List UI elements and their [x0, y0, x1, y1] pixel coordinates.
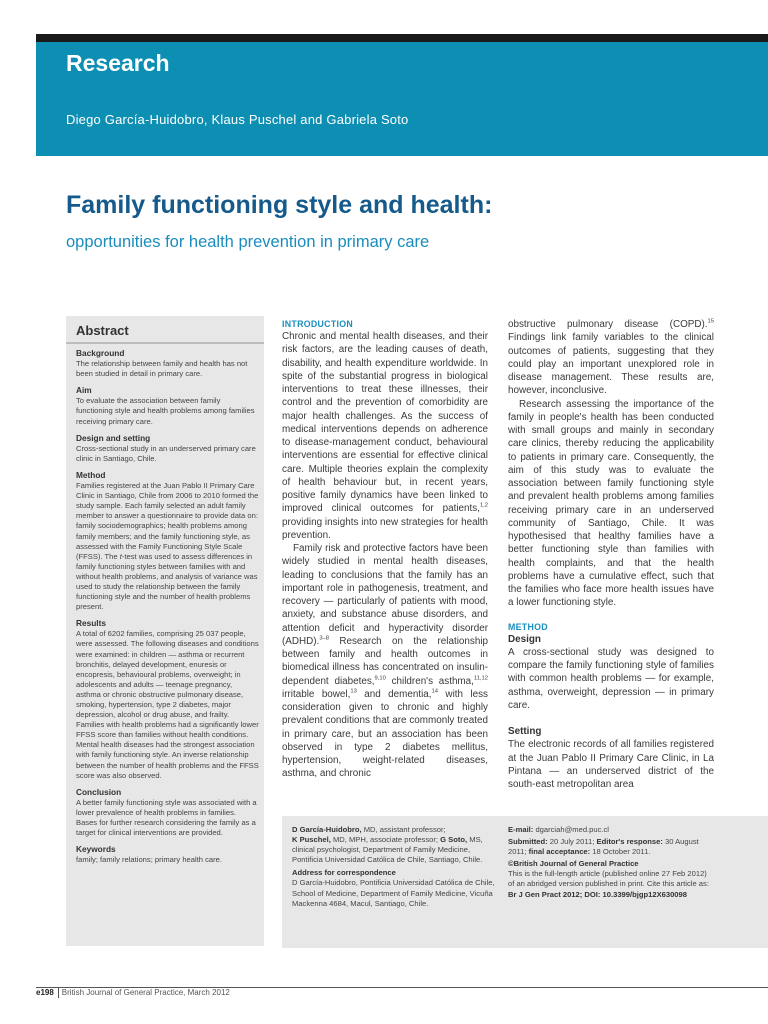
citation: 1,2 [479, 502, 488, 509]
citation: 3–8 [319, 635, 329, 642]
abstract-background-heading: Background [76, 348, 125, 358]
article-subtitle: opportunities for health prevention in primary care [66, 233, 430, 251]
abstract-divider [66, 342, 264, 344]
abstract-keywords [76, 844, 259, 865]
correspondence-address: D García-Huidobro, Pontificia Universidad Católica de Chile, School of Medicine, Department of Family Medicine, Vicuña Mackenna 4684, Macul, Santiago, Chile. [292, 878, 495, 908]
top-rule [36, 34, 768, 42]
author-affiliations [292, 825, 496, 909]
body-column-1 [282, 318, 488, 781]
abstract-aim-text: To evaluate the association between family functioning style and health problems among families receiving primary care. [76, 396, 255, 426]
abstract-design-heading: Design and setting [76, 432, 151, 443]
abstract-heading: Abstract [76, 323, 129, 338]
abstract-method-heading: Method [76, 469, 106, 480]
abstract-keywords-heading: Keywords [76, 844, 116, 855]
body-paragraph: The electronic records of all families registered at the Juan Pablo II Primary Care Clinic, in La Pintana — an underserved district of the south-east metropolitan area [508, 739, 714, 790]
correspondence-heading: Address for correspondence [292, 868, 396, 878]
abstract-conclusion [76, 787, 259, 838]
abstract-method-text [76, 481, 259, 612]
abstract-keywords-text: family; family relations; primary health care. [76, 855, 223, 865]
submission-dates: Submitted: 20 July 2011; Editor's response: 30 August 2011; final acceptance: 18 October 2011. [508, 837, 699, 857]
citation: 15 [707, 318, 714, 325]
method-text-a: Families registered at the Juan Pablo II Primary Care Clinic in Santiago, Chile from 2006 to 2010 formed the study sample. Each family selected an adult family member to answer a questionnaire to provide data on: family sociodemographics; health problems among family members; and the family functioning style, as assessed with the Family Functioning Style Scale (FFSS). The [76, 481, 259, 561]
abstract-conclusion-text: A better family functioning style was associated with a lower prevalence of health problems in families. Bases for further research considering the family as a target for clinical interventions are provided. [76, 797, 257, 838]
page-footer [36, 988, 230, 998]
page-number: e198 [36, 988, 59, 998]
abstract-aim [76, 385, 259, 426]
abstract-box [66, 316, 264, 946]
abstract-background [76, 348, 259, 379]
section-banner [36, 42, 768, 156]
abstract-results [76, 618, 259, 781]
setting-subheading: Setting [508, 726, 542, 737]
abstract-aim-heading: Aim [76, 385, 92, 396]
body-paragraph: Research assessing the importance of the family in people's health has been conducted with small groups and mainly in secondary care clinics, thereby reducing the applicability to patients in primary care. Consequently, the aim of this study was to evaluate the association between family functioning style and prevalent health problems among families receiving primary care in an underserved community of Santiago, Chile. It was hypothesised that healthy families have a better functioning style than families with health complaints, and that the health problems have a cumulative effect, such that the families who face more health issues have a lower functioning style. [508, 398, 714, 609]
copyright-line: ©British Journal of General Practice [508, 859, 639, 869]
abstract-design [76, 433, 259, 464]
body-paragraph: A cross-sectional study was designed to compare the family functioning style of families with common health problems — for example, asthma, overweight, depression — in primary care. [508, 646, 714, 711]
body-paragraph: obstructive pulmonary disease (COPD).$^{15}$ Findings link family variables to the clinical outcomes of patients, suggesting that they could play an important unexplored role in disease management. These results are, however, inconclusive. [508, 318, 714, 397]
body-paragraph: Family risk and protective factors have been widely studied in mental health diseases, leading to conclusions that the family has an important role in pathogenesis, treatment, and recovery — particularly of patients with mood, anxiety, and substance abuse disorders, and attention deficit and hyperactivity disorder (ADHD).$^{3-8}$ Research on the relationship between family and health outcomes in biomedical illness has concentrated on insulin-dependent diabetes,$^{9,10}$ children's asthma,$^{11,12}$ irritable bowel,$^{13}$ and dementia,$^{14}$ with less consideration given to chronic and highly prevalent conditions that are commonly treated in primary care, but an association has been observed in type 2 diabetes mellitus, hypertension, weight-related diseases, asthma, and chronic [282, 543, 488, 780]
design-subheading: Design [508, 633, 541, 645]
section-label: Research [66, 50, 170, 76]
abstract-background-text: The relationship between family and health has not been studied in detail in primary care. [76, 359, 248, 379]
method-heading: METHOD [508, 621, 548, 632]
article-title: Family functioning style and health: [66, 191, 493, 219]
email-line: E-mail: dgarciah@med.puc.cl [508, 825, 609, 834]
abstract-conclusion-heading: Conclusion [76, 786, 122, 797]
abstract-results-heading: Results [76, 618, 106, 629]
body-paragraph: Chronic and mental health diseases, and their risk factors, are the leading causes of death, disability, and health expenditure worldwide. In spite of the substantial progress in biological interventions to treat these illnesses, their control and the prevention of comorbidity are major health challenges. As the success of medical interventions depends on adherence to disease-management conduct, behavioural interventions are essential for effective clinical care. Multiple theories explain the complexity of health behaviour but, in recent years, positive family dynamics have been linked to improved clinical outcomes for patients,$^{1,2}$ providing insights into new strategies for health prevention. [282, 331, 488, 541]
citation: 13 [350, 688, 357, 695]
article-metadata [508, 825, 714, 900]
author-list: Diego García-Huidobro, Klaus Puschel and Gabriela Soto [66, 112, 409, 127]
abstract-body [76, 348, 259, 871]
method-text-t: t [119, 551, 122, 561]
citation: 11,12 [473, 675, 488, 682]
abstract-method [76, 470, 259, 612]
journal-name: British Journal of General Practice, March 2012 [61, 988, 230, 997]
citation: 14 [431, 688, 438, 695]
abstract-results-text: A total of 6202 families, comprising 25 037 people, were assessed. The following diseases and conditions were examined: in children — asthma or recurrent bronchitis, delayed development, enuresis or encopresis, behavioural problems, overweight; in adolescents and adults — teenage pregnancy, asthma or chronic obstructive pulmonary disease, smoking, hypertension, type 2 diabetes, major depression, alcohol or drug abuse, and frailty. Families with health problems had a significantly lower FFSS score than families without health conditions. Mental health diseases had the strongest association with family functioning style. An inverse relationship between the number of health problems and the FFSS score was also observed. [76, 629, 259, 780]
affiliation-text: D García-Huidobro, MD, assistant professor; K Puschel, MD, MPH, associate professor; G Soto, MS, clinical psychologist, Department of Family Medicine, Pontificia Universidad Católica de Chile, Santiago, Chile. [292, 825, 483, 865]
introduction-heading: INTRODUCTION [282, 319, 354, 329]
author-info-box [282, 816, 768, 948]
abstract-design-text: Cross-sectional study in an underserved primary care clinic in Santiago, Chile. [76, 443, 256, 463]
citation: 9,10 [374, 675, 386, 682]
method-text-b: -test was used to assess differences in family functioning styles between families with and without health problems, and analysis of variance was used to study the relationship between the family functioning style and the number of health problems present. [76, 551, 258, 612]
citation-note: This is the full-length article (published online 27 Feb 2012) of an abridged version published in print. Cite this article as: Br J Gen Pract 2012; DOI: 10.3399/bjgp12X630098 [508, 869, 709, 899]
body-column-2 [508, 318, 714, 791]
